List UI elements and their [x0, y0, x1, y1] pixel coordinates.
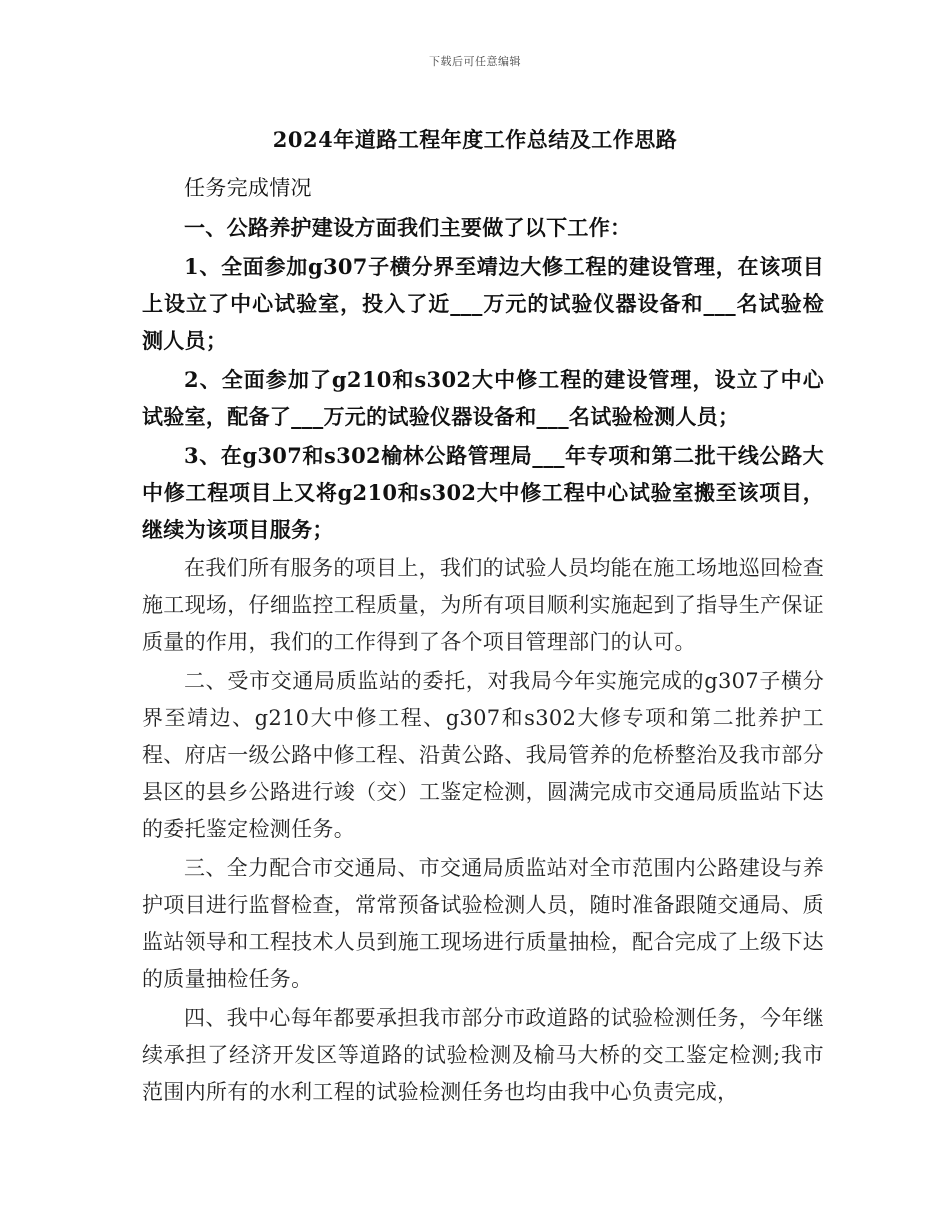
document-title: 2024年道路工程年度工作总结及工作思路	[272, 127, 678, 152]
paragraph-item-1: 1、全面参加g307子横分界至靖边大修工程的建设管理，在该项目上设立了中心试验室，投入了近___万元的试验仪器设备和___名试验检测人员；	[142, 254, 824, 353]
paragraph-item-3: 3、在g307和s302榆林公路管理局___年专项和第二批干线公路大中修工程项目上又将g210和s302大中修工程中心试验室搬至该项目，继续为该项目服务；	[142, 443, 824, 542]
paragraph-service-summary: 在我们所有服务的项目上，我们的试验人员均能在施工场地巡回检查施工现场，仔细监控工程质量，为所有项目顺利实施起到了指导生产保证质量的作用，我们的工作得到了各个项目管理部门的认可。	[142, 556, 824, 654]
paragraph-task-status: 任务完成情况	[184, 176, 312, 200]
paragraph-section-one-heading: 一、公路养护建设方面我们主要做了以下工作：	[184, 215, 632, 240]
paragraph-section-two: 二、受市交通局质监站的委托，对我局今年实施完成的g307子横分界至靖边、g210大中修工程、g307和s302大修专项和第二批养护工程、府店一级公路中修工程、沿黄公路、我局管养的危桥整治及我市部分县区的县乡公路进行竣（交）工鉴定检测，圆满完成市交通局质监站下达的委托鉴定检测任务。	[142, 669, 824, 841]
paragraph-section-four: 四、我中心每年都要承担我市部分市政道路的试验检测任务，今年继续承担了经济开发区等道路的试验检测及榆马大桥的交工鉴定检测;我市范围内所有的水利工程的试验检测任务也均由我中心负责完成，	[142, 1006, 824, 1104]
document-body	[142, 170, 824, 1113]
paragraph-item-2: 2、全面参加了g210和s302大中修工程的建设管理，设立了中心试验室，配备了___万元的试验仪器设备和___名试验检测人员；	[142, 367, 824, 429]
paragraph-section-three: 三、全力配合市交通局、市交通局质监站对全市范围内公路建设与养护项目进行监督检查，常常预备试验检测人员，随时准备跟随交通局、质监站领导和工程技术人员到施工现场进行质量抽检，配合完成了上级下达的质量抽检任务。	[142, 856, 824, 991]
header-note: 下载后可任意编辑	[429, 55, 521, 68]
